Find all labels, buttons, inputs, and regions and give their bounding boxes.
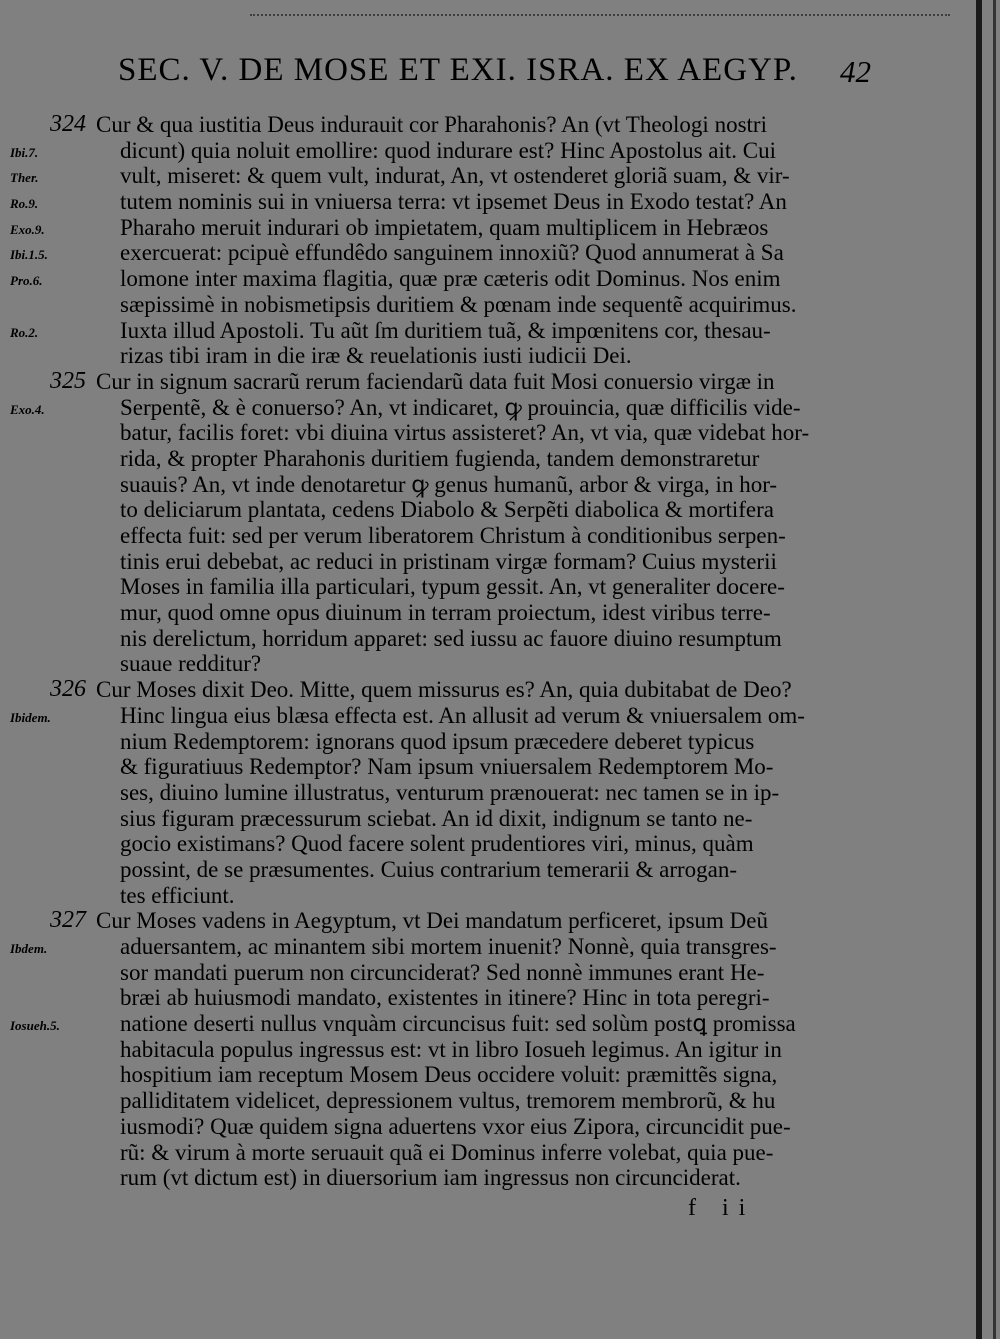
text-line [0,446,1000,472]
marginal-citation: Ro.9. [10,196,39,212]
line-text: rũ: & virum à morte seruauit quã ei Dominus inferre volebat, quia pue- [120,1139,774,1165]
text-line [0,549,1000,575]
line-text: to deliciarum plantata, cedens Diabolo & Serpẽti diabolica & mortifera [120,497,774,523]
line-text: Moses in familia illa particulari, typum gessit. An, vt generaliter docere- [120,574,785,600]
line-text: dicunt) quia noluit emollire: quod indurare est? Hinc Apostolus ait. Cui [120,137,777,163]
text-line [0,292,1000,318]
text-block [0,112,1000,1191]
text-line [0,1062,1000,1088]
marginal-citation: Ibdem. [10,941,48,956]
line-text: mur, quod omne opus diuinum in terram proiectum, idest viribus terre- [120,600,771,626]
catchword: f ii [688,1195,756,1221]
question-number: 327 [50,907,86,934]
marginal-citation: Ibi.1.5. [10,247,48,263]
top-bleed-through [250,0,950,16]
line-text: Iuxta illud Apostoli. Tu aũt ſm duritiem tuã, & impœnitens cor, thesau- [120,317,771,343]
marginal-citation: Exo.9. [10,221,45,237]
line-text: tutem nominis sui in vniuersa terra: vt ipsemet Deus in Exodo testat? An [120,189,787,215]
text-line [0,651,1000,677]
text-line [0,497,1000,523]
marginal-citation: Pro.6. [10,273,43,289]
text-line [0,754,1000,780]
line-text: nis derelictum, horridum apparet: sed iussu ac fauore diuino resumptum [120,625,782,651]
text-line [0,883,1000,909]
text-line [0,960,1000,986]
line-text: sæpissimè in nobismetipsis duritiem & pœnam inde sequentẽ acquirimus. [120,291,797,317]
marginal-citation: Ro.2. [10,324,39,340]
text-line [0,112,1000,138]
text-line [0,1088,1000,1114]
text-line [0,780,1000,806]
text-line [0,600,1000,626]
text-line [0,420,1000,446]
line-text: rizas tibi iram in die iræ & reuelationis iusti iudicii Dei. [120,343,632,369]
running-head: SEC. V. DE MOSE ET EXI. ISRA. EX AEGYP. [118,52,798,88]
text-line [0,1114,1000,1140]
marginal-citation: Exo.4. [10,401,45,417]
line-text: sor mandati puerum non circunciderat? Sed nonnè immunes erant He- [120,959,765,985]
text-line [0,318,1000,344]
text-line [0,985,1000,1011]
text-line [0,395,1000,421]
line-text: Hinc lingua eius blæsa effecta est. An allusit ad verum & vniuersalem om- [120,702,805,728]
question-number: 324 [50,111,86,137]
text-line [0,472,1000,498]
line-text: rida, & propter Pharahonis duritiem fugienda, tandem demonstraretur [120,445,760,471]
line-text: sius figuram præcessurum sciebat. An id dixit, indignum se tanto ne- [120,805,753,831]
line-text: gocio existimans? Quod facere solent prudentiores viri, minus, quàm [120,831,754,857]
text-line [0,523,1000,549]
text-line [0,138,1000,164]
text-line [0,729,1000,755]
line-text: nium Redemptorem: ignorans quod ipsum præcedere deberet typicus [120,728,755,754]
text-line [0,908,1000,934]
line-text: Cur in signum sacrarũ rerum faciendarũ data fuit Mosi conuersio virgæ in [96,368,775,394]
question-number: 326 [50,676,86,703]
text-line [0,1037,1000,1063]
line-text: Cur & qua iustitia Deus indurauit cor Pharahonis? An (vt Theologi nostri [96,112,767,137]
line-text: vult, miseret: & quem vult, indurat, An, vt ostenderet gloriã suam, & vir- [120,163,790,189]
line-text: suaue redditur? [120,651,262,677]
text-line [0,1011,1000,1037]
question-number: 325 [50,367,86,394]
text-line [0,703,1000,729]
line-text: palliditatem videlicet, depressionem vultus, tremorem membrorũ, & hu [120,1088,776,1114]
line-text: ses, diuino lumine illustratus, venturum prænouerat: nec tamen se in ip- [120,779,780,805]
text-line [0,574,1000,600]
line-text: lomone inter maxima flagitia, quæ præ cæteris odit Dominus. Nos enim [120,266,781,292]
text-line [0,806,1000,832]
marginal-citation: Ibi.7. [10,144,39,160]
line-text: tes efficiunt. [120,882,235,908]
line-text: bræi ab huiusmodi mandato, existentes in itinere? Hinc in tota peregri- [120,985,770,1011]
text-line [0,934,1000,960]
line-text: exercuerat: pcipuè effundêdo sanguinem innoxiũ? Quod annumerat à Sa [120,240,784,266]
line-text: Cur Moses dixit Deo. Mitte, quem missurus es? An, quia dubitabat de Deo? [96,677,792,703]
text-line [0,266,1000,292]
line-text: effecta fuit: sed per verum liberatorem Christum à conditionibus serpen- [120,523,786,548]
text-line [0,215,1000,241]
text-line [0,369,1000,395]
text-line [0,163,1000,189]
marginal-citation: Ibidem. [10,709,51,725]
line-text: Cur Moses vadens in Aegyptum, vt Dei mandatum perficeret, ipsum Deũ [96,908,768,934]
line-text: hospitium iam receptum Mosem Deus occidere voluit: præmittẽs signa, [120,1062,778,1088]
text-line [0,831,1000,857]
line-text: & figuratiuus Redemptor? Nam ipsum vniuersalem Redemptorem Mo- [120,754,774,780]
text-line [0,677,1000,703]
line-text: Serpentẽ, & è conuerso? An, vt indicaret, ꝙ prouincia, quæ difficilis vide- [120,394,801,420]
folio-number: 42 [840,54,871,89]
line-text: batur, facilis foret: vbi diuina virtus assisteret? An, vt via, quæ videbat hor- [120,420,810,446]
line-text: suauis? An, vt inde denotaretur ꝙ genus humanũ, arbor & virga, in hor- [120,471,778,497]
line-text: Pharaho meruit indurari ob impietatem, quam multiplicem in Hebræos [120,214,769,240]
text-line [0,343,1000,369]
text-line [0,1165,1000,1191]
marginal-citation: Ther. [10,170,39,186]
text-line [0,857,1000,883]
line-text: rum (vt dictum est) in diuersorium iam ingressus non circunciderat. [120,1165,741,1191]
line-text: natione deserti nullus vnquàm circuncisus fuit: sed solùm postꝗ promissa [120,1011,796,1037]
text-line [0,1140,1000,1166]
line-text: aduersantem, ac minantem sibi mortem inuenit? Nonnè, quia transgres- [120,934,777,959]
line-text: iusmodi? Quæ quidem signa aduertens vxor eius Zipora, circuncidit pue- [120,1113,791,1139]
marginal-citation: Iosueh.5. [10,1018,60,1034]
text-line [0,240,1000,266]
line-text: habitacula populus ingressus est: vt in libro Iosueh legimus. An igitur in [120,1036,782,1062]
text-line [0,626,1000,652]
line-text: tinis erui debebat, ac reduci in pristinam virgæ formam? Cuius mysterii [120,548,777,574]
text-line [0,189,1000,215]
line-text: possint, de se præsumentes. Cuius contrarium temerarii & arrogan- [120,856,738,882]
